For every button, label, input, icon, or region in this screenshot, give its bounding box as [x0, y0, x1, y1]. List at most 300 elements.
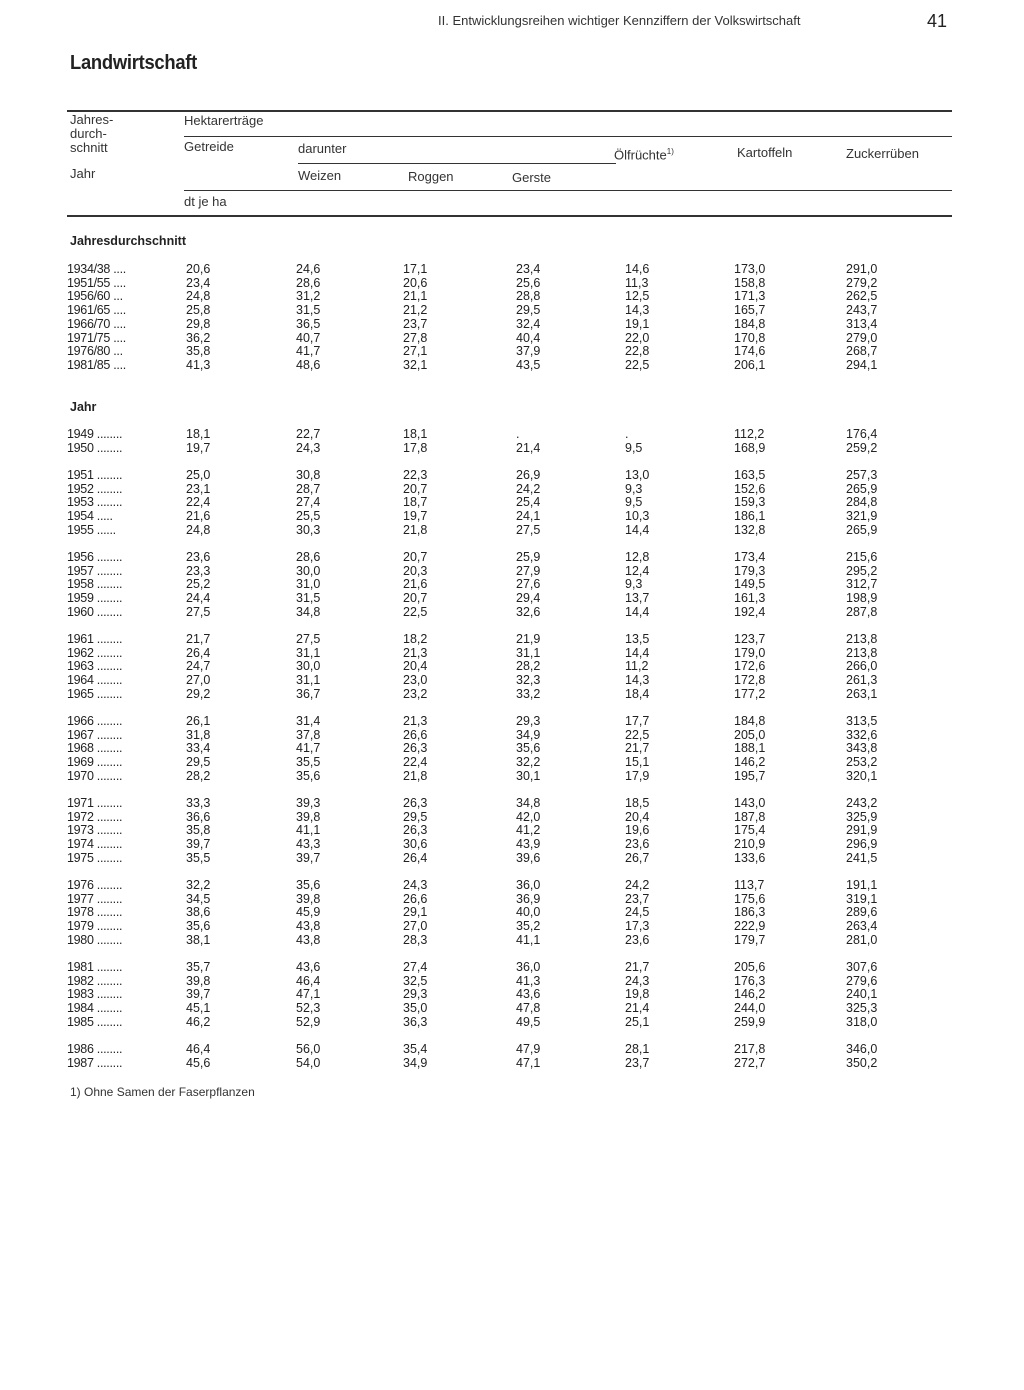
cell-gerste: 27,5	[516, 522, 541, 537]
rule-unit	[184, 190, 952, 191]
cell-roggen: 17,8	[403, 441, 428, 455]
cell-roggen: 35,4	[403, 1042, 428, 1056]
cell-weizen: 52,3	[296, 1001, 321, 1016]
cell-roggen: 21,3	[403, 645, 428, 660]
cell-kartoffeln: 217,8	[734, 1042, 766, 1056]
cell-kartoffeln: 168,9	[734, 441, 766, 455]
table-row	[0, 755, 1024, 769]
cell-getreide: 34,5	[186, 891, 211, 906]
col-header-getreide: Getreide	[184, 139, 234, 154]
table-row	[0, 427, 1024, 441]
cell-kartoffeln: 179,3	[734, 563, 766, 578]
cell-roggen: 21,2	[403, 303, 428, 318]
table-row	[0, 331, 1024, 345]
cell-zuckerrueben: 325,9	[846, 809, 878, 824]
cell-zuckerrueben: 281,0	[846, 932, 878, 947]
cell-kartoffeln: 195,7	[734, 768, 766, 783]
cell-oelfruechte: 13,5	[625, 632, 650, 646]
cell-weizen: 43,3	[296, 837, 321, 852]
cell-weizen: 30,3	[296, 522, 321, 537]
cell-zuckerrueben: 213,8	[846, 645, 878, 660]
cell-zuckerrueben: 279,2	[846, 275, 878, 290]
table-row	[0, 646, 1024, 660]
row-label: 1956/60 ...	[67, 289, 123, 304]
cell-roggen: 19,7	[403, 509, 428, 524]
cell-oelfruechte: 14,3	[625, 673, 650, 688]
row-label: 1979 ........	[67, 919, 123, 934]
cell-zuckerrueben: 261,3	[846, 673, 878, 688]
cell-roggen: 21,3	[403, 714, 428, 728]
cell-getreide: 35,7	[186, 960, 211, 974]
cell-weizen: 31,0	[296, 577, 321, 592]
cell-roggen: 29,5	[403, 809, 428, 824]
row-label: 1961 ........	[67, 632, 123, 646]
footnote: 1) Ohne Samen der Faserpflanzen	[70, 1085, 255, 1099]
cell-roggen: 22,5	[403, 604, 428, 619]
cell-roggen: 18,1	[403, 427, 428, 441]
cell-oelfruechte: 14,4	[625, 604, 650, 619]
cell-gerste: 21,9	[516, 632, 541, 646]
table-row	[0, 262, 1024, 276]
table-row	[0, 468, 1024, 482]
cell-weizen: 36,7	[296, 686, 321, 701]
cell-weizen: 41,7	[296, 741, 321, 756]
cell-zuckerrueben: 320,1	[846, 768, 878, 783]
row-label: 1953 ........	[67, 495, 123, 510]
cell-getreide: 45,6	[186, 1056, 211, 1070]
cell-oelfruechte: 24,3	[625, 973, 650, 988]
cell-getreide: 35,5	[186, 850, 211, 865]
cell-kartoffeln: 192,4	[734, 604, 766, 619]
cell-oelfruechte: 12,5	[625, 289, 650, 304]
cell-weizen: 27,5	[296, 632, 321, 646]
cell-gerste: 40,4	[516, 330, 541, 345]
cell-kartoffeln: 172,8	[734, 673, 766, 688]
cell-weizen: 43,6	[296, 960, 321, 974]
cell-oelfruechte: 23,6	[625, 932, 650, 947]
table-row	[0, 728, 1024, 742]
table-row	[0, 1001, 1024, 1015]
table-row	[0, 673, 1024, 687]
cell-roggen: 34,9	[403, 1056, 428, 1070]
rule-darunter	[298, 163, 616, 164]
cell-weizen: 24,3	[296, 441, 321, 455]
cell-roggen: 21,6	[403, 577, 428, 592]
table-row	[0, 905, 1024, 919]
cell-getreide: 20,6	[186, 262, 211, 276]
cell-gerste: 37,9	[516, 344, 541, 359]
cell-roggen: 36,3	[403, 1014, 428, 1029]
cell-getreide: 35,8	[186, 823, 211, 838]
table-row	[0, 659, 1024, 673]
row-label: 1975 ........	[67, 850, 123, 865]
cell-gerste: 36,0	[516, 878, 541, 892]
row-label: 1966/70 ....	[67, 316, 126, 331]
row-label: 1949 ........	[67, 427, 123, 441]
cell-roggen: 26,3	[403, 741, 428, 756]
cell-weizen: 31,5	[296, 303, 321, 318]
cell-oelfruechte: 19,6	[625, 823, 650, 838]
cell-zuckerrueben: 296,9	[846, 837, 878, 852]
page-number: 41	[927, 11, 948, 31]
cell-zuckerrueben: 325,3	[846, 1001, 878, 1016]
cell-kartoffeln: 159,3	[734, 495, 766, 510]
row-label: 1961/65 ....	[67, 303, 126, 318]
table-row	[0, 632, 1024, 646]
cell-gerste: 41,3	[516, 973, 541, 988]
col-header-jahr: Jahr	[70, 166, 96, 181]
row-label: 1957 ........	[67, 563, 123, 578]
cell-gerste: 32,3	[516, 673, 541, 688]
table-row	[0, 591, 1024, 605]
cell-oelfruechte: 9,3	[625, 481, 643, 496]
unit-label: dt je ha	[184, 194, 227, 209]
cell-weizen: 39,7	[296, 850, 321, 865]
cell-kartoffeln: 132,8	[734, 522, 766, 537]
cell-weizen: 30,8	[296, 468, 321, 482]
cell-weizen: 45,9	[296, 905, 321, 920]
col-header-gerste: Gerste	[512, 170, 552, 185]
cell-gerste: 31,1	[516, 645, 541, 660]
cell-kartoffeln: 149,5	[734, 577, 766, 592]
cell-getreide: 46,2	[186, 1014, 211, 1029]
cell-kartoffeln: 173,0	[734, 262, 766, 276]
row-label: 1955 ......	[67, 522, 116, 537]
cell-zuckerrueben: 346,0	[846, 1042, 878, 1056]
cell-zuckerrueben: 307,6	[846, 960, 878, 974]
cell-getreide: 22,4	[186, 495, 211, 510]
table-row	[0, 823, 1024, 837]
cell-weizen: 35,5	[296, 755, 321, 770]
cell-oelfruechte: 12,8	[625, 550, 650, 564]
table-row	[0, 878, 1024, 892]
cell-zuckerrueben: 191,1	[846, 878, 878, 892]
col-header-hektarertraege: Hektarerträge	[184, 113, 264, 128]
cell-zuckerrueben: 243,7	[846, 303, 878, 318]
cell-weizen: 43,8	[296, 932, 321, 947]
col-header-schnitt: schnitt	[70, 140, 108, 155]
cell-oelfruechte: 22,5	[625, 357, 650, 372]
cell-zuckerrueben: 243,2	[846, 796, 878, 810]
cell-getreide: 46,4	[186, 1042, 211, 1056]
cell-weizen: 39,8	[296, 809, 321, 824]
cell-getreide: 33,4	[186, 741, 211, 756]
cell-getreide: 35,6	[186, 919, 211, 934]
cell-gerste: 25,9	[516, 550, 541, 564]
cell-roggen: 26,3	[403, 823, 428, 838]
row-label: 1982 ........	[67, 973, 123, 988]
table-row	[0, 741, 1024, 755]
cell-kartoffeln: 187,8	[734, 809, 766, 824]
cell-weizen: 56,0	[296, 1042, 321, 1056]
row-label: 1951/55 ....	[67, 275, 126, 290]
cell-weizen: 36,5	[296, 316, 321, 331]
row-label: 1987 ........	[67, 1056, 123, 1070]
cell-roggen: 17,1	[403, 262, 428, 276]
table-row	[0, 714, 1024, 728]
section-jahr: Jahr	[70, 400, 97, 414]
table-row	[0, 769, 1024, 783]
cell-getreide: 23,6	[186, 550, 211, 564]
cell-roggen: 22,3	[403, 468, 428, 482]
cell-gerste: 29,4	[516, 591, 541, 606]
cell-roggen: 20,7	[403, 481, 428, 496]
col-header-oelfruechte	[614, 145, 674, 162]
cell-zuckerrueben: 319,1	[846, 891, 878, 906]
cell-zuckerrueben: 265,9	[846, 481, 878, 496]
cell-kartoffeln: 244,0	[734, 1001, 766, 1016]
table-row	[0, 987, 1024, 1001]
cell-getreide: 19,7	[186, 441, 211, 455]
cell-gerste: 27,9	[516, 563, 541, 578]
cell-kartoffeln: 222,9	[734, 919, 766, 934]
cell-weizen: 37,8	[296, 727, 321, 742]
cell-oelfruechte: 25,1	[625, 1014, 650, 1029]
cell-oelfruechte: 23,7	[625, 1056, 650, 1070]
cell-getreide: 45,1	[186, 1001, 211, 1016]
cell-weizen: 22,7	[296, 427, 321, 441]
cell-oelfruechte: 22,5	[625, 727, 650, 742]
cell-zuckerrueben: 312,7	[846, 577, 878, 592]
cell-gerste: 32,2	[516, 755, 541, 770]
cell-getreide: 29,2	[186, 686, 211, 701]
cell-kartoffeln: 172,6	[734, 659, 766, 674]
cell-kartoffeln: 176,3	[734, 973, 766, 988]
cell-kartoffeln: 161,3	[734, 591, 766, 606]
cell-gerste: 36,0	[516, 960, 541, 974]
cell-zuckerrueben: 332,6	[846, 727, 878, 742]
cell-getreide: 23,3	[186, 563, 211, 578]
cell-roggen: 23,7	[403, 316, 428, 331]
cell-kartoffeln: 188,1	[734, 741, 766, 756]
row-label: 1950 ........	[67, 441, 123, 455]
cell-getreide: 24,4	[186, 591, 211, 606]
running-title: II. Entwicklungsreihen wichtiger Kennziffern der Volkswirtschaft	[438, 13, 801, 28]
top-rule	[67, 110, 952, 112]
cell-getreide: 23,4	[186, 275, 211, 290]
cell-roggen: 26,3	[403, 796, 428, 810]
cell-zuckerrueben: 265,9	[846, 522, 878, 537]
cell-roggen: 28,3	[403, 932, 428, 947]
cell-oelfruechte: 23,6	[625, 837, 650, 852]
cell-oelfruechte: 14,4	[625, 645, 650, 660]
cell-zuckerrueben: 253,2	[846, 755, 878, 770]
cell-oelfruechte: 24,5	[625, 905, 650, 920]
table-row	[0, 509, 1024, 523]
cell-kartoffeln: 175,6	[734, 891, 766, 906]
cell-weizen: 28,6	[296, 275, 321, 290]
cell-gerste: 23,4	[516, 262, 541, 276]
cell-roggen: 30,6	[403, 837, 428, 852]
cell-zuckerrueben: 259,2	[846, 441, 878, 455]
cell-getreide: 39,7	[186, 987, 211, 1002]
table-row	[0, 892, 1024, 906]
row-label: 1985 ........	[67, 1014, 123, 1029]
row-label: 1962 ........	[67, 645, 123, 660]
cell-zuckerrueben: 284,8	[846, 495, 878, 510]
cell-oelfruechte: 9,5	[625, 441, 643, 455]
cell-weizen: 28,7	[296, 481, 321, 496]
cell-gerste: 34,9	[516, 727, 541, 742]
cell-roggen: 18,2	[403, 632, 428, 646]
cell-zuckerrueben: 240,1	[846, 987, 878, 1002]
bottom-header-rule	[67, 215, 952, 217]
cell-weizen: 31,2	[296, 289, 321, 304]
cell-getreide: 25,0	[186, 468, 211, 482]
col-header-jahres: Jahres-	[70, 112, 114, 127]
cell-roggen: 20,7	[403, 591, 428, 606]
table-row	[0, 289, 1024, 303]
table-row	[0, 564, 1024, 578]
cell-roggen: 26,6	[403, 727, 428, 742]
cell-weizen: 54,0	[296, 1056, 321, 1070]
table-row	[0, 441, 1024, 455]
cell-kartoffeln: 170,8	[734, 330, 766, 345]
row-label: 1960 ........	[67, 604, 123, 619]
cell-weizen: 48,6	[296, 357, 321, 372]
cell-oelfruechte: 13,0	[625, 468, 650, 482]
cell-gerste: 29,3	[516, 714, 541, 728]
cell-oelfruechte: 14,6	[625, 262, 650, 276]
row-label: 1970 ........	[67, 768, 123, 783]
table-row	[0, 810, 1024, 824]
cell-weizen: 34,8	[296, 604, 321, 619]
table-row	[0, 358, 1024, 372]
row-label: 1959 ........	[67, 591, 123, 606]
cell-getreide: 27,5	[186, 604, 211, 619]
col-header-durch: durch-	[70, 126, 107, 141]
cell-gerste: 30,1	[516, 768, 541, 783]
row-label: 1951 ........	[67, 468, 123, 482]
cell-gerste: 27,6	[516, 577, 541, 592]
col-header-kartoffeln: Kartoffeln	[737, 145, 793, 160]
table-row	[0, 837, 1024, 851]
cell-oelfruechte: 18,5	[625, 796, 650, 810]
cell-zuckerrueben: 291,0	[846, 262, 878, 276]
cell-gerste: 42,0	[516, 809, 541, 824]
cell-roggen: 27,1	[403, 344, 428, 359]
cell-gerste: 43,9	[516, 837, 541, 852]
cell-kartoffeln: 171,3	[734, 289, 766, 304]
cell-roggen: 35,0	[403, 1001, 428, 1016]
cell-getreide: 24,7	[186, 659, 211, 674]
cell-weizen: 39,8	[296, 891, 321, 906]
table-row	[0, 933, 1024, 947]
cell-getreide: 38,6	[186, 905, 211, 920]
cell-zuckerrueben: 289,6	[846, 905, 878, 920]
cell-roggen: 29,1	[403, 905, 428, 920]
row-label: 1968 ........	[67, 741, 123, 756]
cell-zuckerrueben: 287,8	[846, 604, 878, 619]
table-row	[0, 523, 1024, 537]
cell-oelfruechte: 17,7	[625, 714, 650, 728]
cell-gerste: 41,2	[516, 823, 541, 838]
oelfruechte-footnote-marker: 1)	[666, 147, 674, 156]
cell-roggen: 32,1	[403, 357, 428, 372]
cell-weizen: 46,4	[296, 973, 321, 988]
cell-gerste: 43,6	[516, 987, 541, 1002]
cell-getreide: 36,6	[186, 809, 211, 824]
cell-weizen: 40,7	[296, 330, 321, 345]
cell-getreide: 25,2	[186, 577, 211, 592]
cell-getreide: 31,8	[186, 727, 211, 742]
row-label: 1954 .....	[67, 509, 113, 524]
cell-kartoffeln: 143,0	[734, 796, 766, 810]
table-row	[0, 482, 1024, 496]
cell-kartoffeln: 165,7	[734, 303, 766, 318]
cell-gerste: 25,4	[516, 495, 541, 510]
row-label: 1977 ........	[67, 891, 123, 906]
cell-roggen: 27,4	[403, 960, 428, 974]
table-row	[0, 577, 1024, 591]
cell-zuckerrueben: 313,4	[846, 316, 878, 331]
cell-gerste: 26,9	[516, 468, 541, 482]
cell-kartoffeln: 206,1	[734, 357, 766, 372]
cell-kartoffeln: 173,4	[734, 550, 766, 564]
cell-weizen: 24,6	[296, 262, 321, 276]
cell-getreide: 21,6	[186, 509, 211, 524]
cell-gerste: 32,4	[516, 316, 541, 331]
cell-zuckerrueben: 321,9	[846, 509, 878, 524]
cell-oelfruechte: 10,3	[625, 509, 650, 524]
cell-kartoffeln: 272,7	[734, 1056, 766, 1070]
cell-kartoffeln: 186,1	[734, 509, 766, 524]
row-label: 1976/80 ...	[67, 344, 123, 359]
cell-weizen: 35,6	[296, 768, 321, 783]
table-row	[0, 303, 1024, 317]
cell-gerste: 21,4	[516, 441, 541, 455]
cell-kartoffeln: 186,3	[734, 905, 766, 920]
cell-zuckerrueben: 279,6	[846, 973, 878, 988]
col-header-roggen: Roggen	[408, 169, 454, 184]
cell-getreide: 26,4	[186, 645, 211, 660]
rule-hektar	[184, 136, 952, 137]
cell-roggen: 23,0	[403, 673, 428, 688]
cell-gerste: 25,6	[516, 275, 541, 290]
cell-oelfruechte: 11,2	[625, 659, 649, 674]
col-header-weizen: Weizen	[298, 168, 342, 183]
cell-oelfruechte: 18,4	[625, 686, 650, 701]
cell-getreide: 26,1	[186, 714, 211, 728]
cell-getreide: 36,2	[186, 330, 211, 345]
cell-getreide: 39,7	[186, 837, 211, 852]
row-label: 1952 ........	[67, 481, 123, 496]
cell-gerste: 24,2	[516, 481, 541, 496]
cell-oelfruechte: 19,1	[625, 316, 650, 331]
cell-gerste: .	[516, 427, 520, 441]
cell-roggen: 29,3	[403, 987, 428, 1002]
cell-kartoffeln: 158,8	[734, 275, 766, 290]
cell-gerste: 39,6	[516, 850, 541, 865]
cell-weizen: 47,1	[296, 987, 321, 1002]
table-row	[0, 1042, 1024, 1056]
row-label: 1986 ........	[67, 1042, 123, 1056]
row-label: 1971 ........	[67, 796, 123, 810]
cell-zuckerrueben: 263,4	[846, 919, 878, 934]
cell-gerste: 28,8	[516, 289, 541, 304]
cell-oelfruechte: 14,4	[625, 522, 650, 537]
row-label: 1964 ........	[67, 673, 123, 688]
cell-roggen: 20,7	[403, 550, 428, 564]
cell-roggen: 20,3	[403, 563, 428, 578]
cell-gerste: 49,5	[516, 1014, 541, 1029]
cell-zuckerrueben: 313,5	[846, 714, 878, 728]
cell-gerste: 24,1	[516, 509, 541, 524]
cell-oelfruechte: 13,7	[625, 591, 650, 606]
cell-oelfruechte: 17,3	[625, 919, 650, 934]
cell-weizen: 41,7	[296, 344, 321, 359]
cell-kartoffeln: 184,8	[734, 714, 766, 728]
